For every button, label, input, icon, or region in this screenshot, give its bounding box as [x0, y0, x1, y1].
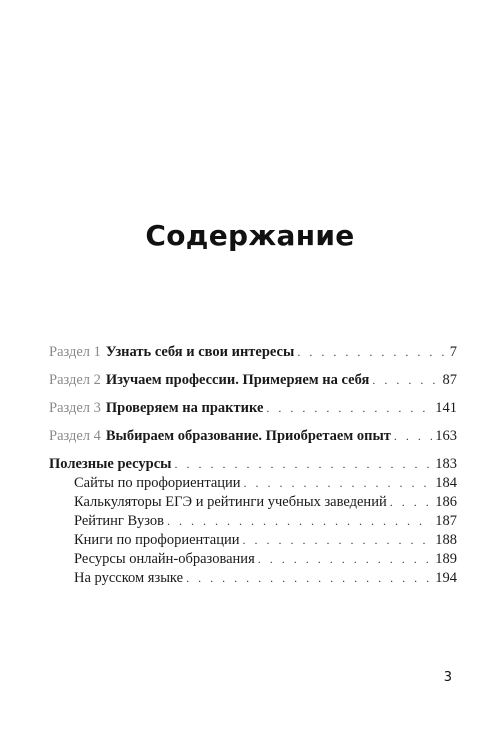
toc-section-4[interactable]: [49, 427, 457, 445]
resource-item-page: 187: [435, 513, 457, 529]
leader-dots: [266, 399, 432, 417]
leader-dots: [258, 550, 433, 568]
resource-item-page: 186: [435, 494, 457, 510]
leader-dots: [394, 427, 432, 445]
resource-item-page: 189: [435, 551, 457, 567]
leader-dots: [372, 371, 439, 389]
resource-item-label: Рейтинг Вузов: [74, 513, 164, 529]
toc-section-2[interactable]: [49, 371, 457, 389]
leader-dots: [186, 569, 432, 587]
section-title: Узнать себя и свои интересы: [105, 344, 295, 360]
resource-item-page: 184: [435, 475, 457, 491]
leader-dots: [297, 343, 446, 361]
resource-item-page: 188: [435, 532, 457, 548]
resource-item-page: 194: [435, 570, 457, 586]
section-page: 141: [435, 400, 457, 416]
toc-resource-item[interactable]: [74, 474, 457, 492]
leader-dots: [244, 474, 433, 492]
resource-item-label: Калькуляторы ЕГЭ и рейтинги учебных заведений: [74, 494, 387, 510]
toc-resource-item[interactable]: [74, 569, 457, 587]
section-title: Проверяем на практике: [105, 400, 264, 416]
section-prefix: Раздел 2: [49, 372, 101, 388]
section-prefix: Раздел 1: [49, 344, 101, 360]
resources-page: 183: [435, 456, 457, 472]
toc-section-3[interactable]: [49, 399, 457, 417]
toc-section-1[interactable]: [49, 343, 457, 361]
section-page: 87: [442, 372, 457, 388]
section-title: Изучаем профессии. Примеряем на себя: [105, 372, 370, 388]
page-number: 3: [443, 670, 452, 685]
resources-title: Полезные ресурсы: [49, 456, 172, 472]
toc-resource-item[interactable]: [74, 550, 457, 568]
section-prefix: Раздел 3: [49, 400, 101, 416]
leader-dots: [167, 512, 432, 530]
section-prefix: Раздел 4: [49, 428, 101, 444]
resource-item-label: Сайты по профориентации: [74, 475, 241, 491]
leader-dots: [243, 531, 433, 549]
section-page: 163: [435, 428, 457, 444]
resource-item-label: На русском языке: [74, 570, 184, 586]
leader-dots: [174, 455, 432, 473]
toc-resources[interactable]: [49, 455, 457, 473]
toc-resource-item[interactable]: [74, 531, 457, 549]
leader-dots: [390, 493, 433, 511]
resource-item-label: Книги по профориентации: [74, 532, 240, 548]
section-page: 7: [449, 344, 457, 360]
page-title: Содержание: [145, 219, 355, 252]
resource-item-label: Ресурсы онлайн-образования: [74, 551, 255, 567]
toc-resource-item[interactable]: [74, 493, 457, 511]
section-title: Выбираем образование. Приобретаем опыт: [105, 428, 391, 444]
toc-resource-item[interactable]: [74, 512, 457, 530]
